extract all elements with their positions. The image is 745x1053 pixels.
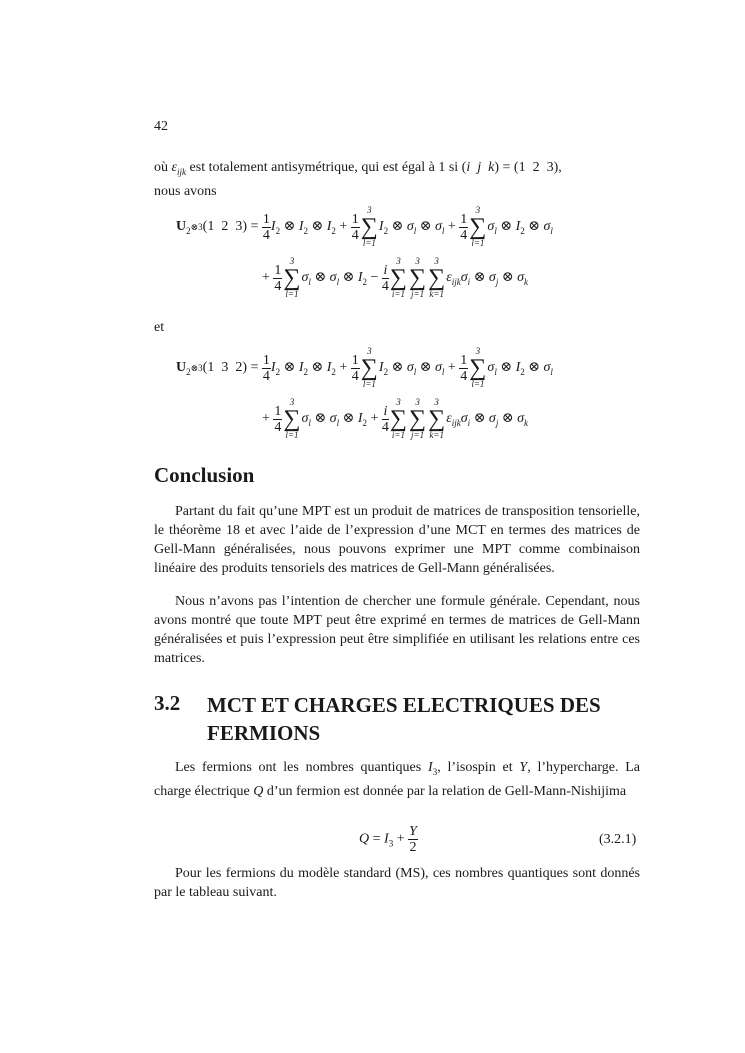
gell-mann-nishijima-equation: $Q = I_3$ + $\frac{Y}{2}$ xyxy=(359,824,417,855)
conclusion-heading: Conclusion xyxy=(154,463,255,487)
equation-2-row-1: $U_{2^{\otimes 3}}(1$ 3 2) = $\frac{1}{4}$ $I_2$ ⊗ $I_2$ ⊗ $I_2$ + $\frac{1}{4}$ 3 ∑ l=1 $I_2$ ⊗ $\sigma_l$ ⊗ $\sigma_l$ + $\frac{1}{4}$ 3 ∑ l=1 $\sigma_l$ ⊗ $I_2$ ⊗ $\sigma_l$ xyxy=(176,346,553,389)
et-text: et xyxy=(154,320,165,335)
section-title: MCT ET CHARGES ELECTRIQUES DES FERMIONS xyxy=(207,693,601,745)
intro-line-1: où $\varepsilon_{ijk}$ est totalement antisymétrique, qui est égal à 1 si (i j k) = (1 2 3), xyxy=(154,160,562,177)
conclusion-paragraph-2: Nous n’avons pas l’intention de chercher une formule générale. Cependant, nous avons montré que toute MPT peut être exprimé en termes de matrices de Gell-Mann généralisées et puis l’expression peut être simplifiée en utilisant les relations entre ces matrices. xyxy=(154,594,640,666)
intro-line-2: nous avons xyxy=(154,183,217,199)
equation-number: (3.2.1) xyxy=(599,832,637,847)
equation-2-row-2: + $\frac{1}{4}$ 3 ∑ l=1 $\sigma_l$ ⊗ $\sigma_l$ ⊗ $I_2$ + $\frac{i}{4}$ 3 ∑ i=1 3 ∑ j=1 3 ∑ k=1 $\varepsilon_{ijk}\sigma_i$ ⊗ $\sigma_j$ ⊗ $\sigma_k$ xyxy=(262,397,528,440)
section-paragraph-1: Les fermions ont les nombres quantiques $I_3$, l’isospin et Y, l’hypercharge. La charge électrique Q d’un fermion est donnée par la relation de Gell-Mann-Nishijima xyxy=(154,760,641,799)
section-paragraph-2: Pour les fermions du modèle standard (MS), ces nombres quantiques sont donnés par le tableau suivant. xyxy=(154,866,640,900)
conclusion-paragraph-1: Partant du fait qu’une MPT est un produit de matrices de transposition tensorielle, le théorème 18 et avec l’aide de l’expression d’une MCT en termes des matrices de Gell-Mann généralisées, nous pouvons exprimer une MPT comme combinaison linéaire des produits tensoriels des matrices de Gell-Mann généralisées. xyxy=(154,504,640,576)
intro-line-1-text xyxy=(0,0,1,1)
section-number: 3.2 xyxy=(154,691,181,715)
equation-1-row-2: + $\frac{1}{4}$ 3 ∑ l=1 $\sigma_l$ ⊗ $\sigma_l$ ⊗ $I_2$ − $\frac{i}{4}$ 3 ∑ i=1 3 ∑ j=1 3 ∑ k=1 $\varepsilon_{ijk}\sigma_i$ ⊗ $\sigma_j$ ⊗ $\sigma_k$ xyxy=(262,256,528,299)
equation-1-row-1: $U_{2^{\otimes 3}}(1$ 2 3) = $\frac{1}{4}$ $I_2$ ⊗ $I_2$ ⊗ $I_2$ + $\frac{1}{4}$ 3 ∑ l=1 $I_2$ ⊗ $\sigma_l$ ⊗ $\sigma_l$ + $\frac{1}{4}$ 3 ∑ l=1 $\sigma_l$ ⊗ $I_2$ ⊗ $\sigma_l$ xyxy=(176,205,553,248)
intro-paragraph xyxy=(154,158,640,201)
page-number: 42 xyxy=(154,119,168,134)
